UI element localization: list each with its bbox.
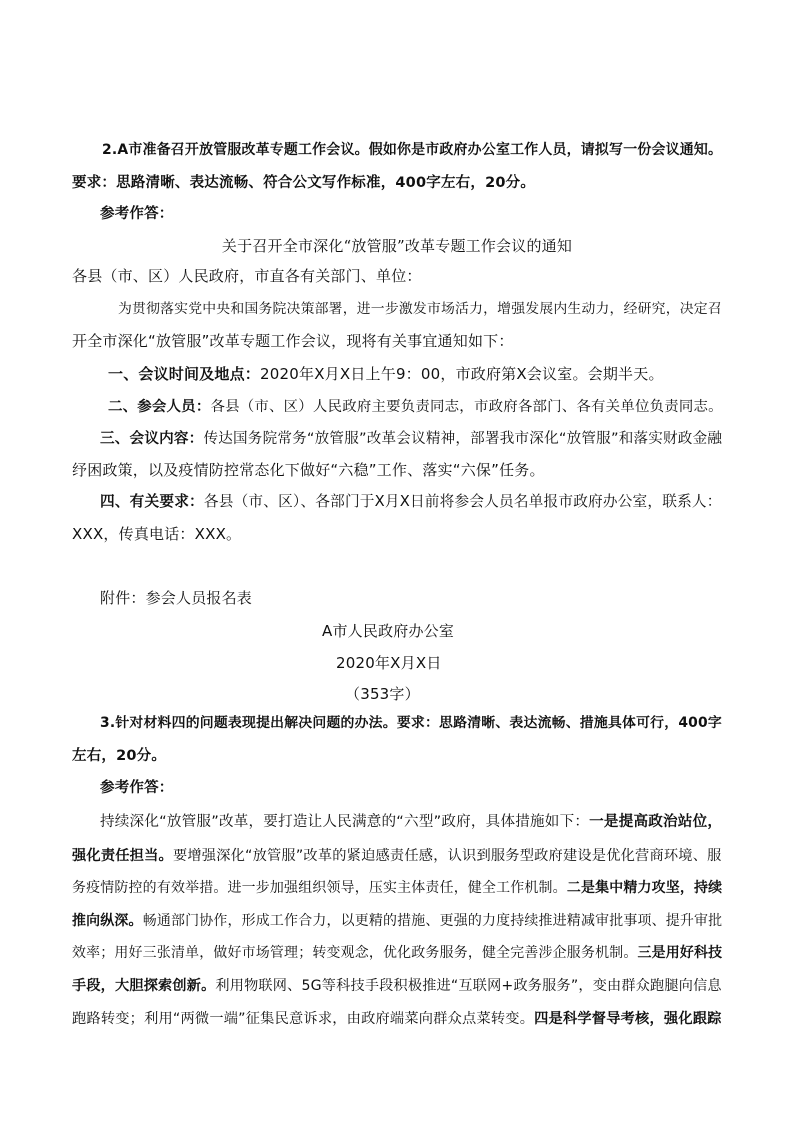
answer-point-2-heading: 二是集中精力攻坚，持续 [566,880,723,896]
notice-section-3-line-2: 纾困政策，以及疫情防控常态化下做好“六稳”工作、落实“六保”任务。 [72,461,545,479]
q2-prompt-text-1: 2.A市准备召开放管服改革专题工作会议。假如你是市政府办公室工作人员，请拟写一份会议通知。 [102,142,723,158]
answer-text-6: 利用物联网、5G等科技手段积极推进“互联网+政务服务”，变由群众跑腿向信息 [215,978,722,994]
answer-line-4 [72,910,722,932]
answer-line-6 [72,975,722,997]
answer-text-4: 畅通部门协作，形成工作合力，以更精的措施、更强的力度持续推进精减审批事项、提升审批 [142,913,723,929]
answer-line-3 [72,877,722,899]
notice-intro-line-2: 开全市深化“放管服”改革专题工作会议，现将有关事宜通知如下： [72,332,514,350]
notice-attachment: 附件：参会人员报名表 [100,589,253,607]
section-2-heading: 二、参会人员： [108,399,211,415]
answer-line-5 [72,942,722,964]
answer-point-3-heading: 三是用好科技 [637,945,723,961]
section-3-heading: 三、会议内容： [100,430,204,447]
answer-point-3-heading-cont: 手段，大胆探索创新。 [72,978,216,994]
q2-reference-label: 参考作答： [100,206,174,222]
section-2-text: 各县（市、区）人民政府主要负责同志，市政府各部门、各有关单位负责同志。 [210,399,723,415]
notice-title: 关于召开全市深化“放管服”改革专题工作会议的通知 [221,237,573,255]
notice-section-4-line-2: XXX，传真电话：XXX。 [72,525,242,543]
answer-text-5: 效率；用好三张清单，做好市场管理；转变观念，优化政务服务，健全完善涉企服务机制。 [72,945,638,961]
notice-addressee: 各县（市、区）人民政府，市直各有关部门、单位： [72,267,422,285]
answer-line-1 [100,811,722,833]
notice-intro-line-1: 为贯彻落实党中央和国务院决策部署，进一步激发市场活力，增强发展内生动力，经研究，决定召 [118,301,722,317]
notice-section-4-line-1 [100,491,722,513]
answer-point-1-heading: 一是提高政治站位， [589,813,723,830]
q2-prompt-line-1 [102,139,723,161]
answer-point-2-heading-cont: 推向纵深。 [72,913,143,929]
answer-point-4-heading: 四是科学督导考核，强化跟踪 [534,1011,722,1027]
q3-prompt-line-2: 左右，20分。 [72,748,167,764]
notice-section-2 [108,396,723,418]
section-4-text-1: 各县（市、区）、各部门于X月X日前将参会人员名单报市政府办公室，联系人： [203,493,722,510]
notice-section-3-line-1 [100,428,722,450]
q3-reference-label: 参考作答： [100,780,174,796]
notice-section-1 [108,363,664,385]
q2-prompt-line-2: 要求：思路清晰、表达流畅、符合公文写作标准，400字左右，20分。 [72,175,536,191]
notice-signature-date: 2020年X月X日 [336,654,442,672]
section-1-text: 2020年X月X日上午9：00，市政府第X会议室。会期半天。 [260,365,664,383]
answer-text-2: 要增强深化“放管服”改革的紧迫感责任感，认识到服务型政府建设是优化营商环境、服 [172,848,722,864]
q3-prompt-line-1: 3.针对材料四的问题表现提出解决问题的办法。要求：思路清晰、表达流畅、措施具体可行，400字 [100,715,722,731]
section-3-text-1: 传达国务院常务“放管服”改革会议精神，部署我市深化“放管服”和落实财政金融 [203,430,723,447]
answer-text-3: 务疫情防控的有效举措。进一步加强组织领导，压实主体责任，健全工作机制。 [72,880,567,896]
section-4-heading: 四、有关要求： [100,493,204,510]
answer-text-7: 跑路转变；利用“两微一端”征集民意诉求，由政府端菜向群众点菜转变。 [72,1011,535,1027]
answer-text-1a: 持续深化“放管服”改革，要打造让人民满意的“六型”政府，具体措施如下： [100,813,590,830]
answer-point-1-heading-cont: 强化责任担当。 [72,848,173,864]
word-count: （353字） [345,685,420,703]
answer-line-2 [72,845,722,867]
notice-signature-org: A市人民政府办公室 [322,622,455,640]
section-1-heading: 一、会议时间及地点： [108,365,261,383]
answer-line-7 [72,1008,722,1030]
